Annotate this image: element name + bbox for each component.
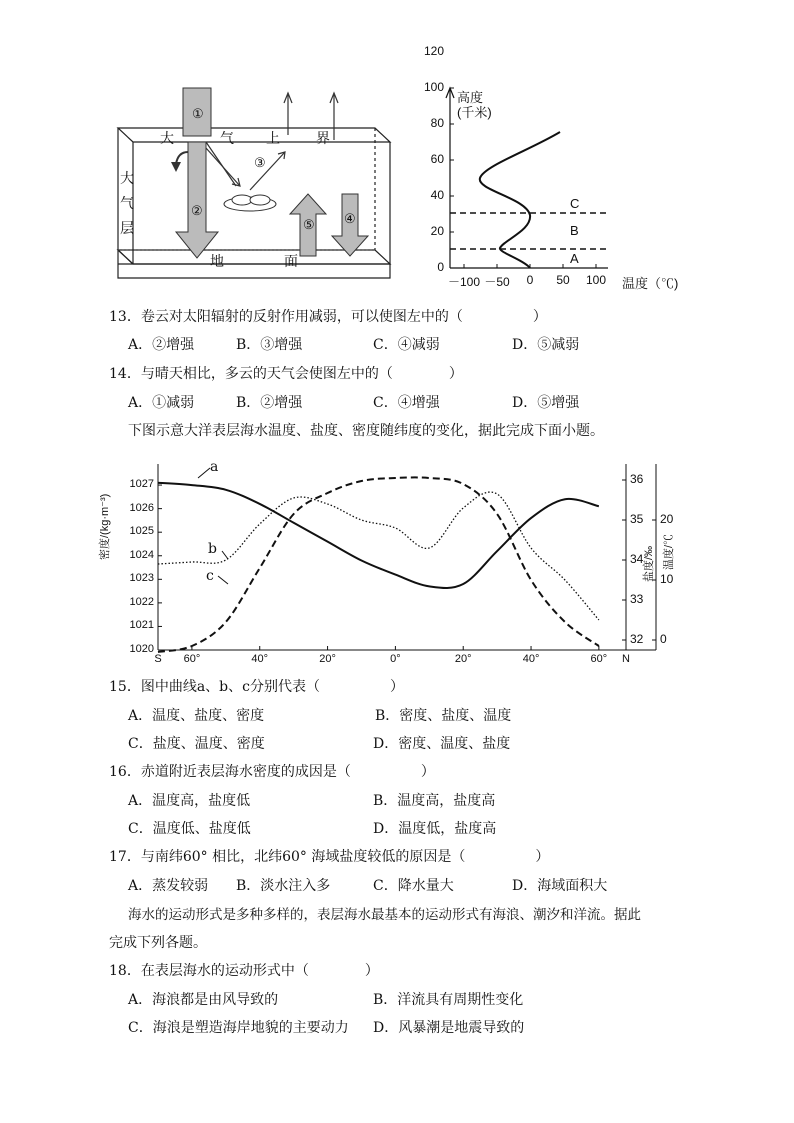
salinity-tick-label: 32 <box>630 632 644 646</box>
q16-option-b[interactable]: B．温度高，盐度高 <box>373 793 496 809</box>
side-label-2: 气 <box>120 196 134 212</box>
q16-option-d[interactable]: D．温度低，盐度高 <box>373 821 497 837</box>
q13-option-b[interactable]: B．③增强 <box>236 337 303 353</box>
density-tick-label: 1023 <box>129 572 154 585</box>
lat-tick-label: 60° <box>183 653 201 665</box>
temperature-tick-label: 20 <box>660 512 674 526</box>
density-tick-label: 1024 <box>129 548 154 561</box>
top-label-1: 大 <box>160 131 174 147</box>
chart1-xtick-label: －50 <box>484 275 510 289</box>
q15-option-d[interactable]: D．密度、温度、盐度 <box>373 736 511 752</box>
salinity-tick-label: 33 <box>630 592 644 606</box>
lat-tick-label: 40° <box>251 653 269 665</box>
q15-option-b[interactable]: B．密度、盐度、温度 <box>375 708 512 724</box>
lat-tick-label: N <box>622 653 630 665</box>
temperature-tick-label: 10 <box>660 572 674 586</box>
chart1-ytick-label: 100 <box>423 80 444 94</box>
ground-label-2: 面 <box>284 254 298 270</box>
q15-option-a[interactable]: A．温度、盐度、密度 <box>128 708 265 724</box>
layer-A: A <box>570 251 579 266</box>
chart1-xtick-label: 0 <box>526 273 534 287</box>
ocean-salinity-axis-label: 盐度/‰ <box>643 545 655 582</box>
q18-option-a[interactable]: A．海浪都是由风导致的 <box>128 992 279 1008</box>
chart1-xlabel: 温度（℃) <box>622 276 679 291</box>
chart1-ylabel-line2: (千米) <box>457 105 492 120</box>
q13-stem: 13．卷云对太阳辐射的反射作用减弱，可以使图左中的（ ） <box>109 309 547 325</box>
salinity-tick-label: 35 <box>630 512 644 526</box>
q16-option-a[interactable]: A．温度高，盐度低 <box>128 793 251 809</box>
top-label-4: 界 <box>316 131 330 147</box>
lat-tick-label: 40° <box>522 653 540 665</box>
intro-sea-motion-line2: 完成下列各题。 <box>109 935 207 951</box>
q17-option-d[interactable]: D．海域面积大 <box>512 878 608 894</box>
marker-4: ④ <box>344 212 356 227</box>
chart1-ylabel-line1: 高度 <box>457 90 484 105</box>
q17-option-b[interactable]: B．淡水注入多 <box>236 878 331 894</box>
top-label-2: 气 <box>220 131 234 147</box>
marker-2: ② <box>191 204 203 219</box>
layer-B: B <box>570 223 579 238</box>
side-label-1: 大 <box>120 171 134 187</box>
q18-option-b[interactable]: B．洋流具有周期性变化 <box>373 992 524 1008</box>
curve-label-c: c <box>206 568 214 584</box>
q14-option-d[interactable]: D．⑤增强 <box>512 395 580 411</box>
marker-5: ⑤ <box>303 218 315 233</box>
density-tick-label: 1027 <box>129 478 154 491</box>
chart1-ytick-label: 80 <box>430 116 444 130</box>
q14-option-b[interactable]: B．②增强 <box>236 395 303 411</box>
q13-option-c[interactable]: C．④减弱 <box>373 337 440 353</box>
intro-ocean: 下图示意大洋表层海水温度、盐度、密度随纬度的变化，据此完成下面小题。 <box>128 423 604 439</box>
q14-stem: 14．与晴天相比，多云的天气会使图左中的（ ） <box>109 366 463 382</box>
density-tick-label: 1022 <box>129 595 154 608</box>
q13-option-d[interactable]: D．⑤减弱 <box>512 337 580 353</box>
chart1-ytick-label: 0 <box>437 260 444 274</box>
q16-option-c[interactable]: C．温度低、盐度低 <box>128 821 251 837</box>
layer-C: C <box>570 196 580 211</box>
chart1-ytick-label: 120 <box>423 44 444 58</box>
temperature-tick-label: 0 <box>660 632 667 646</box>
q17-option-c[interactable]: C．降水量大 <box>373 878 454 894</box>
q13-option-a[interactable]: A．②增强 <box>128 337 195 353</box>
lat-tick-label: 20° <box>454 653 472 665</box>
marker-3: ③ <box>254 156 266 171</box>
q17-stem: 17．与南纬60° 相比，北纬60° 海域盐度较低的原因是（ ） <box>109 849 550 865</box>
curve-c <box>158 477 599 652</box>
curve-a <box>158 483 599 588</box>
q16-stem: 16．赤道附近表层海水密度的成因是（ ） <box>109 764 435 780</box>
q15-stem: 15．图中曲线a、b、c分别代表（ ） <box>109 679 404 695</box>
q14-option-c[interactable]: C．④增强 <box>373 395 440 411</box>
curve-label-a: a <box>210 459 219 475</box>
top-label-3: 上 <box>266 131 280 147</box>
q18-option-d[interactable]: D．风暴潮是地震导致的 <box>373 1020 525 1036</box>
chart1-ytick-label: 60 <box>430 152 444 166</box>
q14-option-a[interactable]: A．①减弱 <box>128 395 195 411</box>
q18-stem: 18．在表层海水的运动形式中（ ） <box>109 963 379 979</box>
density-tick-label: 1021 <box>129 619 154 632</box>
q18-option-c[interactable]: C．海浪是塑造海岸地貌的主要动力 <box>128 1020 349 1036</box>
chart1-xtick-label: 100 <box>585 273 607 287</box>
salinity-tick-label: 36 <box>630 472 644 486</box>
marker-1: ① <box>192 107 204 122</box>
ground-label-1: 地 <box>210 254 224 270</box>
chart1-ytick-label: 20 <box>430 224 444 238</box>
q17-option-a[interactable]: A．蒸发较弱 <box>128 878 209 894</box>
salinity-tick-label: 34 <box>630 552 644 566</box>
lat-tick-label: 0° <box>390 653 401 665</box>
density-tick-label: 1020 <box>129 643 154 655</box>
ocean-density-axis-label: 密度/(kg·m⁻³) <box>99 493 111 560</box>
curve-b <box>158 492 599 620</box>
chart1-ytick-label: 40 <box>430 188 444 202</box>
radiation-diagram <box>110 80 410 280</box>
ocean-temperature-axis-label: 温度/℃ <box>663 533 675 570</box>
q15-option-c[interactable]: C．盐度、温度、密度 <box>128 736 265 752</box>
ocean-properties-chart <box>110 456 670 671</box>
lat-tick-label: 20° <box>319 653 336 665</box>
chart1-ylabel <box>457 90 492 120</box>
lat-tick-label: 60° <box>590 653 608 665</box>
intro-sea-motion-line1: 海水的运动形式是多种多样的，表层海水最基本的运动形式有海浪、潮汐和洋流。据此 <box>128 907 641 923</box>
curve-label-b: b <box>208 541 217 557</box>
chart1-xtick-label: －100 <box>447 275 481 289</box>
density-tick-label: 1025 <box>129 525 154 538</box>
density-tick-label: 1026 <box>129 501 154 514</box>
lat-tick-label: S <box>154 653 162 665</box>
chart1-xtick-label: 50 <box>556 273 570 287</box>
side-label-3: 层 <box>120 221 134 237</box>
